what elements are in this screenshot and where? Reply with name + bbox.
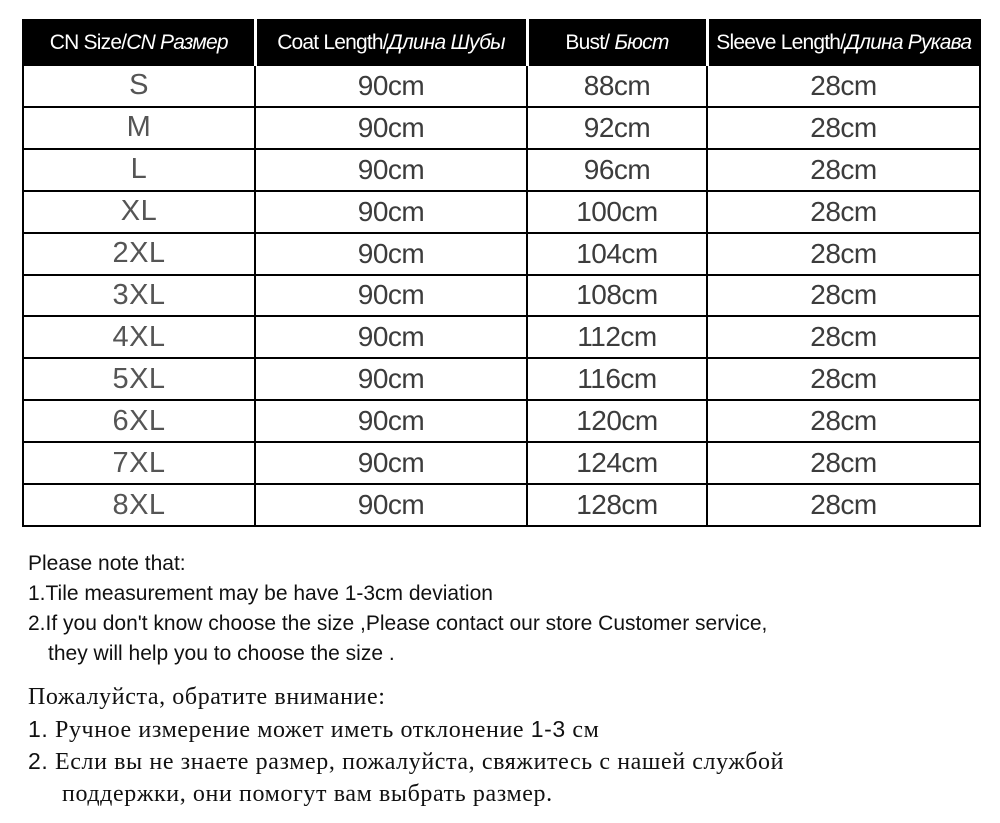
note-line-2-ru: 2. Если вы не знаете размер, пожалуйста, свяжитесь с нашей службой: [28, 748, 785, 775]
coat-length-cell: 90cm: [255, 316, 527, 358]
size-cell: 3XL: [23, 275, 255, 317]
sleeve-length-cell: 28cm: [707, 233, 980, 275]
sleeve-length-cell: 28cm: [707, 442, 980, 484]
sleeve-length-cell: 28cm: [707, 65, 980, 107]
size-cell: 7XL: [23, 442, 255, 484]
bust-cell: 96cm: [527, 149, 707, 191]
coat-length-cell: 90cm: [255, 484, 527, 526]
bust-cell: 92cm: [527, 107, 707, 149]
note-line-3-en: they will help you to choose the size .: [48, 642, 395, 665]
note-line-1-en: 1.Tile measurement may be have 1-3cm deviation: [28, 582, 493, 605]
bust-cell: 120cm: [527, 400, 707, 442]
table-row: [23, 484, 980, 526]
size-cell: 5XL: [23, 358, 255, 400]
sleeve-length-cell: 28cm: [707, 316, 980, 358]
coat-length-cell: 90cm: [255, 107, 527, 149]
header-coat-length: Coat Length/Длина Шубы: [255, 20, 527, 65]
bust-cell: 116cm: [527, 358, 707, 400]
bust-cell: 88cm: [527, 65, 707, 107]
note-number-1: 1.: [28, 715, 49, 742]
table-row: [23, 233, 980, 275]
notes-russian: [28, 682, 784, 810]
size-cell: XL: [23, 191, 255, 233]
coat-length-cell: 90cm: [255, 442, 527, 484]
coat-length-cell: 90cm: [255, 191, 527, 233]
coat-length-cell: 90cm: [255, 233, 527, 275]
coat-length-cell: 90cm: [255, 400, 527, 442]
bust-cell: 100cm: [527, 191, 707, 233]
size-chart-table: [22, 19, 981, 527]
note-title-en: Please note that:: [28, 552, 186, 575]
table-row: [23, 149, 980, 191]
note-number-2: 2.: [28, 748, 49, 774]
size-cell: 4XL: [23, 316, 255, 358]
table-row: [23, 107, 980, 149]
table-header-row: [23, 20, 980, 65]
size-cell: 6XL: [23, 400, 255, 442]
table-body: [23, 65, 980, 526]
coat-length-cell: 90cm: [255, 149, 527, 191]
table-row: [23, 275, 980, 317]
header-cn-size: CN Size/CN Размер: [23, 20, 255, 65]
bust-cell: 112cm: [527, 316, 707, 358]
coat-length-cell: 90cm: [255, 65, 527, 107]
size-cell: L: [23, 149, 255, 191]
table-row: [23, 442, 980, 484]
size-cell: 8XL: [23, 484, 255, 526]
sleeve-length-cell: 28cm: [707, 107, 980, 149]
note-line-3-ru: поддержки, они помогут вам выбрать размер.: [62, 780, 553, 807]
table-row: [23, 316, 980, 358]
table-row: [23, 358, 980, 400]
sleeve-length-cell: 28cm: [707, 191, 980, 233]
bust-cell: 108cm: [527, 275, 707, 317]
table-row: [23, 65, 980, 107]
size-cell: S: [23, 65, 255, 107]
note-line-1-ru: 1. Ручное измерение может иметь отклонение 1-3 см: [28, 715, 600, 743]
size-cell: M: [23, 107, 255, 149]
sleeve-length-cell: 28cm: [707, 484, 980, 526]
sleeve-length-cell: 28cm: [707, 358, 980, 400]
header-bust: Bust/ Бюст: [527, 20, 707, 65]
notes-english: [28, 549, 767, 669]
sleeve-length-cell: 28cm: [707, 400, 980, 442]
note-line-2-en: 2.If you don't know choose the size ,Please contact our store Customer service,: [28, 612, 768, 635]
note-title-ru: Пожалуйста, обратите внимание:: [28, 684, 386, 710]
size-cell: 2XL: [23, 233, 255, 275]
header-sleeve-length: Sleeve Length/Длина Рукава: [707, 20, 980, 65]
bust-cell: 124cm: [527, 442, 707, 484]
sleeve-length-cell: 28cm: [707, 149, 980, 191]
coat-length-cell: 90cm: [255, 358, 527, 400]
bust-cell: 128cm: [527, 484, 707, 526]
bust-cell: 104cm: [527, 233, 707, 275]
table-row: [23, 400, 980, 442]
coat-length-cell: 90cm: [255, 275, 527, 317]
table-row: [23, 191, 980, 233]
deviation-range: 1-3: [530, 715, 566, 742]
sleeve-length-cell: 28cm: [707, 275, 980, 317]
